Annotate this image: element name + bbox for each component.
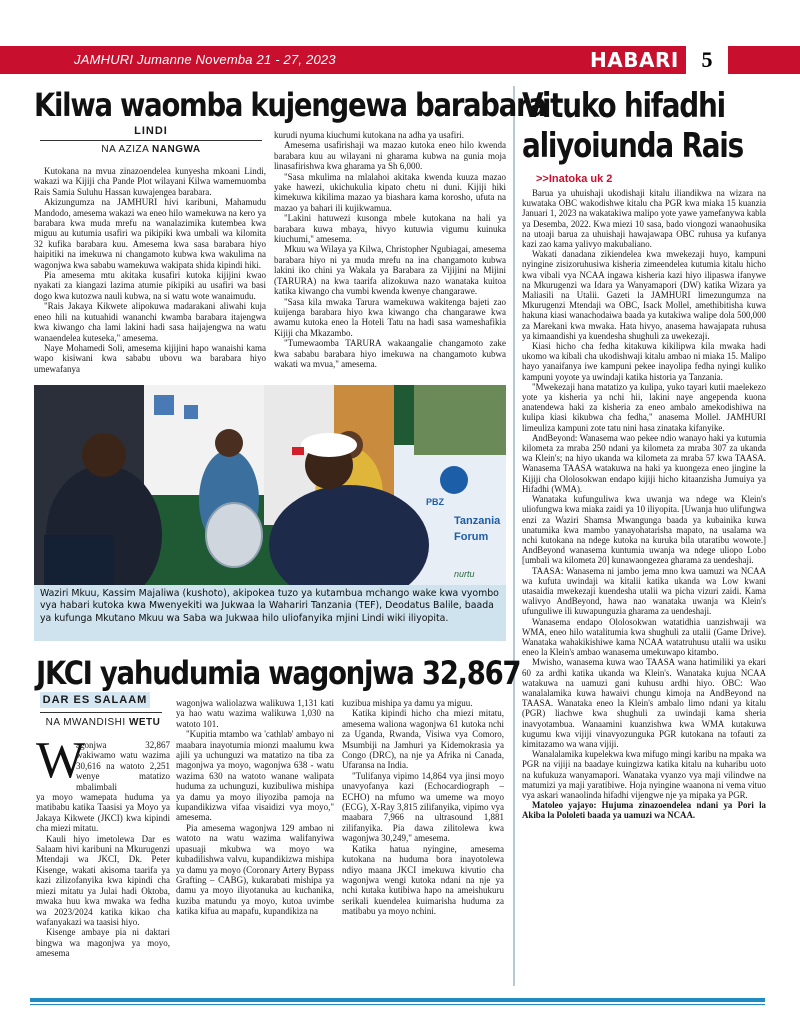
paragraph: kurudi nyuma kiuchumi kutokana na adha ya usafiri. bbox=[274, 130, 464, 140]
paragraph: Amesema usafirishaji wa mazao kutoka eneo hilo kwenda barabara kuu au wilayani ni gharama kubwa na gunia moja linasafirishwa kwa gharama ya Sh 6,000. bbox=[274, 140, 506, 172]
paragraph: Katika hatua nyingine, amesema kutokana na huduma bora inayotolewa ndiyo maana JKCI imekuwa kivutio cha wagonjwa wengi kutoka ndani na nje ya nchi kutaka kutibiwa hapo na ameishukuru serikali kuendelea kuimarisha huduma za matibabu ya moyo nchini. bbox=[342, 843, 504, 917]
paragraph: Akizungumza na JAMHURI hivi karibuni, Mahamudu Mandodo, amesema wakazi wa eneo hilo wamekuwa na kero ya barabara kwa muda mrefu na wanalazimika kutembea kwa miguu au kutumia usafiri wa pikipiki kwa umbali wa kilomita 32 kufika barabara kuu. Amesema kwa sasa barabara hiyo haipitiki na imekuwa ni changamoto kubwa kwa wakulima na wagonjwa kwa sababu wamekuwa wakipata shida kipindi hiki. bbox=[34, 197, 266, 270]
story3-column bbox=[522, 188, 766, 990]
paragraph: "Mwekezaji hana matatizo ya kulipa, yuko tayari kutii maelekezo yote ya kisheria ya nchi hii, lakini naye angependa kuona anatendewa haki za kisheria za eneo ambalo amekodishiwa na kulipa kiasi kikubwa cha fedha," anasema Mollel. JAMHURI limeuliza kampuni zote tatu nini hasa zinataka kifanyike. bbox=[522, 381, 766, 433]
paragraph: "Tumewaomba TARURA wakaangalie changamoto zake kwa sababu barabara hiyo imekuwa na changamoto kubwa wakati wa mvua," amesema. bbox=[274, 338, 506, 369]
section-label: HABARI bbox=[590, 48, 679, 72]
banner-text: Tanzania bbox=[454, 515, 501, 527]
byline-name: WETU bbox=[128, 717, 161, 728]
next-issue-note: Matoleo yajayo: Hujuma zinazoendelea ndani ya Pori la Akiba la Pololeti baada ya uamuzi wa NCAA. bbox=[522, 800, 766, 821]
banner-text: Forum bbox=[454, 531, 489, 543]
paragraph: TAASA: Wanasema ni jambo jema mno kwa uamuzi wa NCAA wa kufuta uwindaji wa kitalii katika ukanda wa Low kwani utasaidia mwekezaji kuendesha utalii wa picha vizuri zaidi. Kama walivyo AndBeyond, hawa nao wanataka uwanja wa Klein's ufunguliwe ili kuwapunguzia gharama za uendeshaji. bbox=[522, 565, 766, 617]
paragraph: "Kupitia mtambo wa 'cathlab' ambayo ni maabara inayotumia mionzi maalumu kwa ajili ya uchunguzi wa matatizo na tiba za magonjwa ya moyo, wagonjwa 638 - watu wazima 630 na watoto wanane walipata huduma za uchunguzi, kuzibuliwa mishipa ya damu ya moyo iliyoziba pamoja na kupandikizwa vifaa visaidizi vya moyo," amesema. bbox=[176, 729, 334, 823]
continued-from: >>Inatoka uk 2 bbox=[536, 173, 613, 185]
banner-text: PBZ bbox=[426, 497, 444, 507]
byline-rule bbox=[40, 140, 262, 141]
paragraph: Barua ya uhuishaji ukodishaji kitalu iliandikwa na wizara na kuwataka OBC wakodishwe kitalu cha PGR kwa miaka 15 kuanzia Januari 1, 2023 na wakatakiwa malipo yote yawe yamefanywa kabla ya Desemba, 2022. Kwa miezi 10 sasa, bado viongozi wanaohusika na utoaji barua za uhuishaji hawajawapa OBC ruhusa ya kufanya kazi zao kama yalivyo makubaliano. bbox=[522, 188, 766, 250]
paragraph: Katika kipindi hicho cha miezi mitatu, amesema waliona wagonjwa 61 kutoka nchi za Uganda, Rwanda, Visiwa vya Comoro, Msumbiji na Jamhuri ya Kidemokrasia ya Congo (DRC), na nje ya Afrika ni Canada, Ufaransa na India. bbox=[342, 708, 504, 771]
photo-illustration bbox=[34, 385, 506, 585]
story2-column-2 bbox=[176, 698, 334, 990]
byline-prefix: NA AZIZA bbox=[101, 144, 149, 155]
story2-column-3 bbox=[342, 698, 504, 990]
headline-vituko-line2: aliyoiunda Rais bbox=[522, 126, 743, 166]
byline bbox=[36, 717, 170, 728]
paragraph: ya moyo wamepata huduma ya matibabu katika Taasisi ya Moyo ya Jakaya Kikwete (JKCI) kwa kipindi cha miezi mitatu. bbox=[36, 792, 170, 834]
paragraph: Kutokana na mvua zinazoendelea kunyesha mkoani Lindi, wakazi wa Kijiji cha Pande Plot wilayani Kilwa wamemuomba Rais Samia Suluhu Hassan kuwajengea barabara. bbox=[34, 166, 266, 197]
news-photo bbox=[34, 385, 506, 585]
paragraph: Mkuu wa Wilaya ya Kilwa, Christopher Ngubiagai, amesema barabara hiyo ni ya muda mrefu na ina changamoto kubwa lakini iko chini ya Wakala ya Barabara za Vijijini na Mijini (TARURA) na kwa taarifa alizokuwa nazo wanataka kuitoa katika kiwango cha vumbi kwenda kwenye changarawe. bbox=[274, 244, 506, 297]
paragraph: Kauli hiyo imetolewa Dar es Salaam hivi karibuni na Mkurugenzi Mtendaji wa JKCI, Dk. Peter Kisenge, wakati akisoma taarifa ya kazi zilizofanyika kwa kipindi cha miezi mitatu ya Julai hadi Oktoba, mwaka huu kwa mwaka wa fedha wa 2023/2024 katika kikao cha wafanyakazi wa taasisi hiyo. bbox=[36, 833, 170, 927]
story2-column-1 bbox=[36, 732, 170, 990]
bottom-rule bbox=[30, 998, 765, 1002]
dateline-place: DAR ES SALAAM bbox=[40, 692, 150, 708]
bottom-rule-thin bbox=[30, 1004, 765, 1005]
paragraph: Wanasema endapo Ololosokwan watatidhia uanzishwaji wa WMA, eneo hilo watalitumia kwa shughuli za utalii (Game Drive). Wanataka wahakikishiwe kama NCAA watatruhusu utalii wa usiku eneo la Klein's ambao wanasema umekuwapo kitambo. bbox=[522, 616, 766, 658]
paragraph: Pia amesema wagonjwa 129 ambao ni watoto na watu wazima walifanyiwa upasuaji mkubwa wa moyo wa kubadilishwa valvu, kupandikizwa mishipa ya damu ya moyo (Coronary Artery Bypass Grafting – CABG), kukarabati mishipa ya damu ya moyo iliyotanuka au kuchanika, kuziba matundu ya moyo, kutoa uvimbe katika kifua au mapafu, kupandikiza na bbox=[176, 822, 334, 917]
headline-jkci: JKCI yahudumia wagonjwa 32,867 bbox=[36, 654, 521, 692]
paragraph: "Sasa kila mwaka Tarura wamekuwa wakitenga bajeti zao kuijenga barabara hiyo kwa kiwango cha changarawe kwa awamu kutoka eneo la Hoteli Tatu na hadi sasa wameshafikia Kijiji cha Mkazambo. bbox=[274, 296, 506, 338]
page-number: 5 bbox=[686, 44, 728, 76]
paragraph: "Rais Jakaya Kikwete alipokuwa madarakani aliwahi kuja eneo hili na kutuahidi wananchi kwamba barabara itajengwa kwa kiwango cha lami lakini hadi sasa haijajengwa na watu wanaendelea kuteseka," amesema. bbox=[34, 301, 266, 343]
story1-column-1 bbox=[34, 166, 266, 380]
byline-prefix: NA MWANDISHI bbox=[45, 717, 126, 728]
paragraph: "Tulifanya vipimo 14,864 vya jinsi moyo unavyofanya kazi (Echocardiograph – ECHO) na mfumo wa umeme wa moyo (ECG), X-Ray 3,815 zilifanyika, vipimo vya maabara 7,966 na ultrasound 1,881 zilifanyika. Pia dawa zilitolewa kwa wagonjwa 30,249," amesema. bbox=[342, 770, 504, 844]
paragraph: Naye Mohamedi Soli, amesema kijijini hapo wanaishi kama wapo kisiwani kwa sababu ubovu wa barabara hiyo umewafanya bbox=[34, 342, 266, 374]
dateline-place: LINDI bbox=[134, 125, 168, 137]
drop-cap: W bbox=[36, 732, 86, 789]
paragraph: Pia amesema mtu akitaka kusafiri kutoka kijijini kwao nyakati za kiangazi lazima atumie pikipiki au usafiri wa basi dogo kwa kutozwa nauli kubwa, na si watu wote wanaimudu. bbox=[34, 270, 266, 301]
paragraph: Kiasi hicho cha fedha kitakuwa kikilipwa kila mwaka hadi ukomo wa kibali cha ukodishwaji kitalu ambao ni miaka 15. Malipo hayo yanaifanya iwe kampuni pekee inayolipa fedha nyingi kuliko kampuni yoyote ya uwindaji katika historia ya Tanzania. bbox=[522, 341, 766, 382]
masthead: JAMHURI Jumanne Novemba 21 - 27, 2023 bbox=[74, 52, 336, 67]
paragraph: Wanataka kufunguliwa kwa uwanja wa ndege wa Klein's uliofungwa kwa miaka zaidi ya 10 iliyopita. [Uwanja huo ulifungwa enzi za Waziri Shamsa Mwangunga baada ya kubainika kuwa unatumika kwa mambo yanayohatarisha mapato, na usalama wa nchi kutokana na ndege kutoka na kuruka bila utaratibu wowote.] AndBeyond wanasema kuntumia uwanja wa ndege uliopo Lobo [umbali wa kilometa 20] kunawaongezea gharama za uendeshaji. bbox=[522, 494, 766, 566]
headline-vituko-line1: Vituko hifadhi bbox=[522, 86, 725, 126]
headline-kilwa: Kilwa waomba kujengewa barabara bbox=[34, 86, 546, 124]
paragraph: Kisenge ambaye pia ni daktari bingwa wa magonjwa ya moyo, amesema bbox=[36, 927, 170, 959]
lead-paragraph: agonjwa 32,867 wakiwamo watu wazima 30,616 na watoto 2,251 wenye matatizo mbalimbali bbox=[76, 740, 170, 792]
byline-name: NANGWA bbox=[152, 144, 201, 155]
paragraph: Mwisho, wanasema kuwa wao TAASA wana hatimiliki ya ekari 60 za ardhi katika ukanda wa Klein's. Wanataka kujua NCAA watakuwa na uamuzi gani kuhusu ardhi hiyo. OBC: Wao wanalalamika kuwa hawaivi chungu kimoja na AndBeyond na TAASA. Wanataka eneo la Klein's ambalo limo ndani ya kitalu (PGR) liachwe kwa shughuli za uwindaji kama sheria inavyotambua. Wanaamini kuanzishwa kwa WMA kutakuwa kugumu kwa vijiji vinavyozunguka PGR kutokana na tofauti za kimitazamo wa wana vijiji. bbox=[522, 657, 766, 749]
story1-column-2 bbox=[274, 130, 506, 380]
paragraph: AndBeyond: Wanasema wao pekee ndio wanayo haki ya kutumia kilometa za mraba 250 ndani ya kilometa za mraba 307 za ukanda wa Klein's; na hiyo ukanda wa kilometa za mraba 57 kwa TAASA. Wanasema TAASA watakuwa na haki ya kuongeza eneo jingine la Kijiji cha Ololosokwan endapo kijiji hicho kitaanzisha Jumuiya ya Hifadhi (WMA). bbox=[522, 432, 766, 494]
paragraph: "Lakini hatuwezi kusonga mbele kutokana na hali ya barabara kuwa mbaya, hivyo kutuwia vigumu kuinuka kiuchumi," amesema. bbox=[274, 213, 506, 245]
paragraph: kuzibua mishipa ya damu ya miguu. bbox=[342, 698, 473, 708]
page-header bbox=[0, 46, 800, 74]
paragraph: wagonjwa waliolazwa walikuwa 1,131 kati ya hao watu wazima walikuwa 1,030 na watoto 101. bbox=[176, 698, 334, 729]
photo-caption: Waziri Mkuu, Kassim Majaliwa (kushoto), akipokea tuzo ya kutambua mchango wake kwa vyombo vya habari kutoka kwa Mwenyekiti wa Jukwaa la Wahariri Tanzania (TEF), Deodatus Balile, baada ya kufunga Mkutano Mkuu wa Saba wa Jukwaa hilo uliofanyika mjini Lindi wiki iliyopita. bbox=[34, 585, 506, 641]
column-divider bbox=[513, 86, 515, 986]
paragraph: Wanalalamika kupelekwa kwa mifugo mingi karibu na mpaka wa PGR na vijiji na baadaye kuingizwa katika kitalu na kuharibu uoto na kufukuza wanyamapori. Wanataka vyanzo vya maji vilindwe na matumizi ya maji yaratibiwe. Hoja nyingine waanona ni vema vituo vya askari wanaolinda hifadhi vijengwe nje ya mipaka ya PGR. bbox=[522, 749, 766, 800]
banner-text: nurtu bbox=[454, 569, 475, 579]
byline bbox=[40, 144, 262, 155]
byline-rule bbox=[40, 712, 162, 713]
paragraph: Wakati danadana zikiendelea kwa mwekezaji huyo, kampuni nyingine zisizoruhusiwa kisheria zimeendelea kutumia kitalu hicho kwa vibali vya NCAA ingawa kisheria kazi hiyo ilipaswa ifanywe na Mkurugenzi wa Idara ya Wanyamapori (DW) katika Wizara ya Maliasili na Utalii. Gazeti la JAMHURI limezungumza na Mkurugenzi Mtendaji wa OBC, Isack Mollel, amethibitisha kuwa hakuna kiasi wanachodaiwa baada ya kutakiwa walipe dola 500,000 za Marekani kwa mwaka. Hata hivyo, anasema hawajapata ruhusa ya kimaandishi ya kuendesha shughuli za uwekezaji. bbox=[522, 249, 766, 341]
paragraph: "Sasa mkulima na mlalahoi akitaka kwenda kuuza mazao yake hawezi, ukichukulia kipato chetu ni duni. Kijiji hiki kimekuwa kikilima mazao ya biashara kama korosho, ufuta na mazao ya bahari ili kujikwamua. bbox=[274, 171, 506, 213]
